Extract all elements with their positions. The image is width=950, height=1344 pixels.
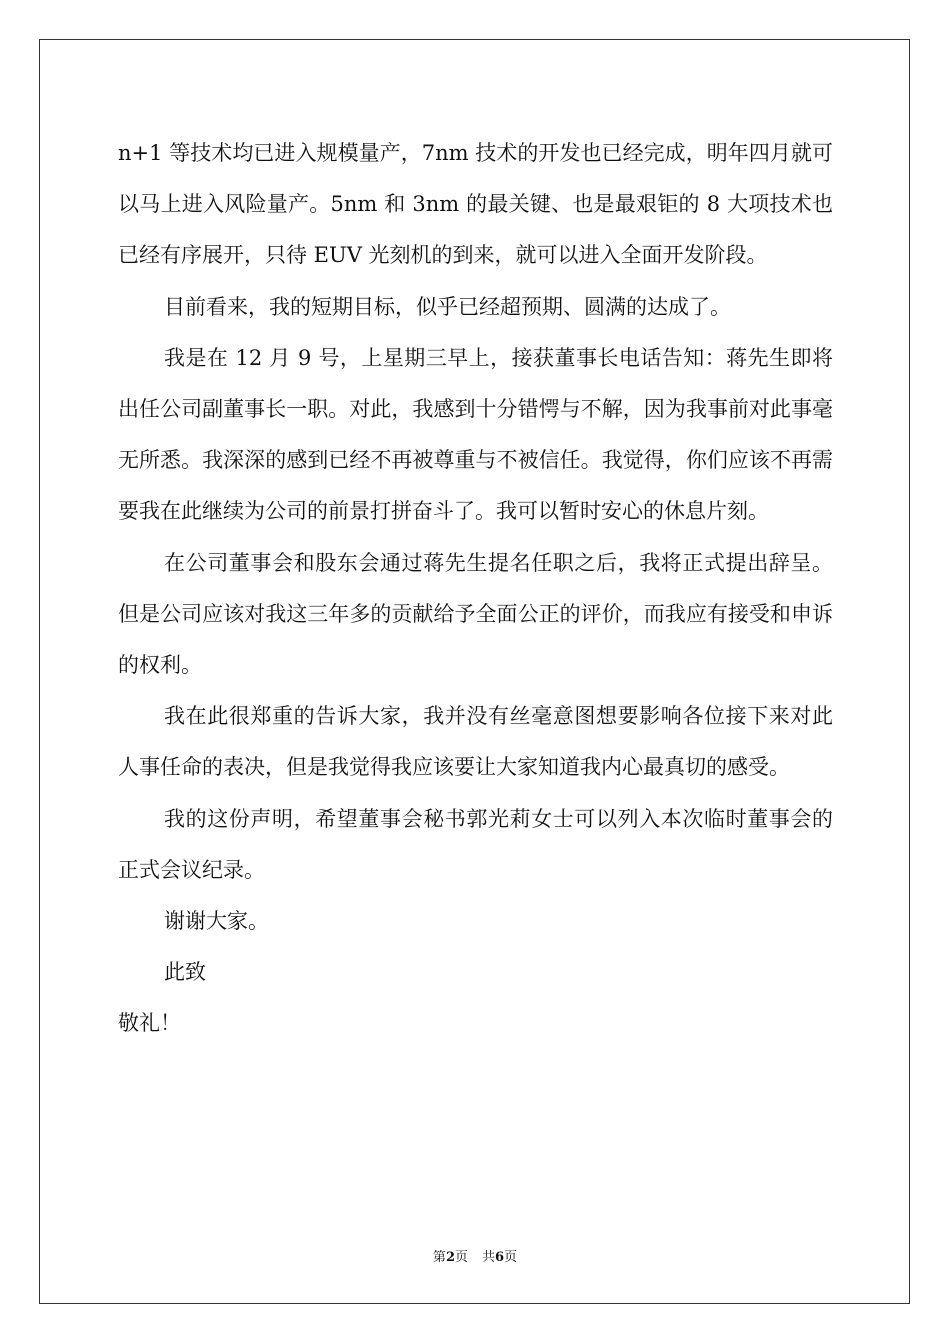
paragraph-5: 我在此很郑重的告诉大家，我并没有丝毫意图想要影响各位接下来对此人事任命的表决，但是我觉得我应该要让大家知道我内心最真切的感受。	[118, 704, 833, 780]
page-footer	[0, 1246, 950, 1265]
paragraph-2: 目前看来，我的短期目标，似乎已经超预期、圆满的达成了。	[164, 294, 731, 319]
paragraph-1: n+1 等技术均已进入规模量产，7nm 技术的开发也已经完成，明年四月就可以马上进入风险量产。5nm 和 3nm 的最关键、也是最艰钜的 8 大项技术也已经有序展开，只待 EUV 光刻机的到来，就可以进入全面开发阶段。	[118, 141, 833, 268]
page-total: 6	[495, 1250, 505, 1265]
paragraph-6: 我的这份声明，希望董事会秘书郭光莉女士可以列入本次临时董事会的正式会议纪录。	[118, 806, 833, 882]
paragraph-4: 在公司董事会和股东会通过蒋先生提名任职之后，我将正式提出辞呈。但是公司应该对我这三年多的贡献给予全面公正的评价，而我应有接受和申诉的权利。	[118, 550, 833, 678]
paragraph-3: 我是在 12 月 9 号，上星期三早上，接获董事长电话告知：蒋先生即将出任公司副董事长一职。对此，我感到十分错愕与不解，因为我事前对此事毫无所悉。我深深的感到已经不再被尊重与不被信任。我觉得，你们应该不再需要我在此继续为公司的前景打拼奋斗了。我可以暂时安心的休息片刻。	[118, 345, 833, 524]
thanks-line: 谢谢大家。	[164, 909, 269, 934]
page-prefix: 第	[432, 1250, 446, 1265]
closing-line: 此致	[164, 960, 206, 985]
document-body	[118, 128, 833, 1050]
salutation-line: 敬礼！	[118, 1011, 181, 1036]
page-current: 2	[445, 1250, 455, 1265]
total-suffix: 页	[504, 1250, 518, 1265]
page-suffix: 页	[454, 1250, 468, 1265]
total-prefix: 共	[482, 1250, 496, 1265]
